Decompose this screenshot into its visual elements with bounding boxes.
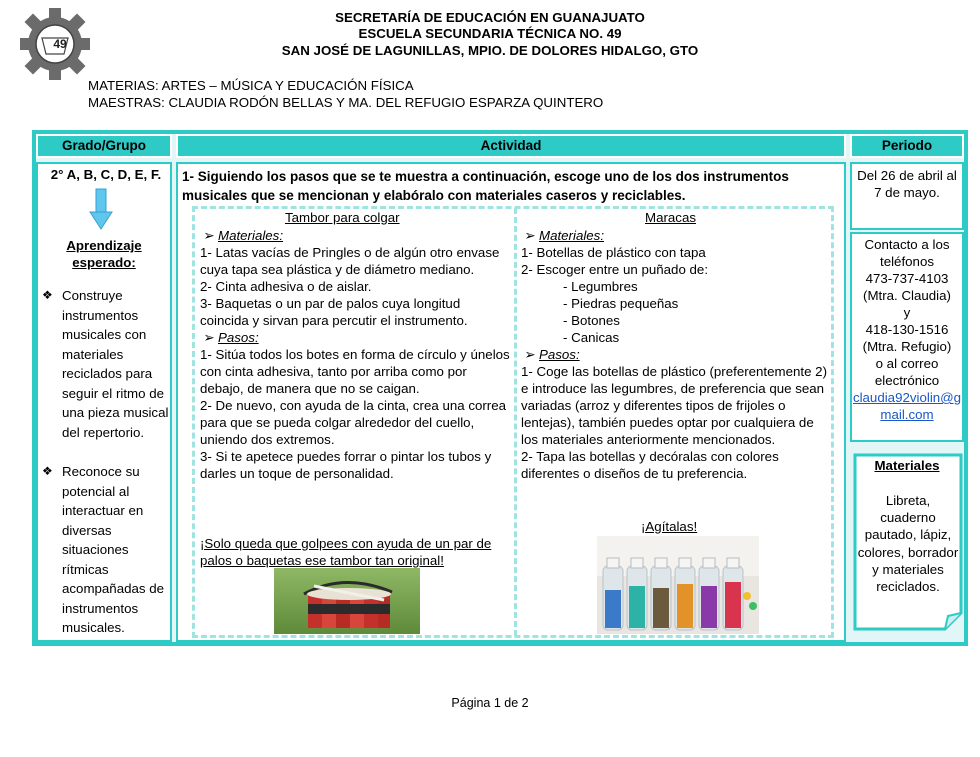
- maracas-opcion: - Legumbres: [563, 279, 638, 294]
- aprendizaje-title: Aprendizaje esperado:: [66, 238, 142, 270]
- maracas-pasos-heading: ➢ Pasos:: [521, 346, 833, 363]
- maracas-materiales-heading: ➢ Materiales:: [521, 227, 833, 244]
- telefono-claudia: 473-737-4103: [865, 271, 949, 286]
- maracas-opcion: - Canicas: [563, 330, 620, 345]
- aprendizaje-bullet: [42, 462, 170, 638]
- correo-intro: o al correo electrónico: [874, 356, 940, 388]
- aprendizaje-bullet: [42, 286, 170, 442]
- down-arrow-icon: [89, 188, 113, 230]
- tambor-material-item: 1- Latas vacías de Pringles o de algún otro envase cuya tapa sea plástica y de diámetro mediano.: [200, 245, 500, 277]
- materiales-text: Libreta, cuaderno pautado, lápiz, colores, borrador y materiales reciclados.: [857, 493, 959, 595]
- materiales-title: Materiales: [874, 458, 940, 473]
- telefono-refugio-name: (Mtra. Refugio): [862, 339, 952, 354]
- telefono-refugio: 418-130-1516: [865, 322, 949, 337]
- maracas-cierre: ¡Agítalas!: [641, 519, 698, 534]
- header-lugar: SAN JOSÉ DE LAGUNILLAS, MPIO. DE DOLORES HIDALGO, GTO: [281, 43, 699, 58]
- arrow-bullet-icon: ➢: [203, 228, 215, 243]
- school-logo-icon: [20, 8, 90, 80]
- tambor-material-item: 2- Cinta adhesiva o de aislar.: [200, 279, 372, 294]
- header-escuela: ESCUELA SECUNDARIA TÉCNICA NO. 49: [358, 26, 622, 41]
- header-actividad: Actividad: [176, 134, 846, 158]
- arrow-bullet-icon: ➢: [524, 347, 536, 362]
- maracas-opcion: - Botones: [563, 313, 620, 328]
- logo-number: 49: [53, 37, 67, 51]
- maracas-material-item: 1- Botellas de plástico con tapa: [521, 245, 706, 260]
- options-divider: [514, 208, 517, 636]
- tambor-title: Tambor para colgar: [285, 210, 400, 225]
- maracas-paso-item: 2- Tapa las botellas y decóralas con colores diferentes o diseños de tu preferencia.: [521, 449, 779, 481]
- header-grado-grupo: Grado/Grupo: [36, 134, 172, 158]
- diamond-bullet-icon: ❖: [42, 288, 53, 302]
- maracas-photo: [597, 536, 759, 634]
- actividad-intro: 1- Siguiendo los pasos que se te muestra a continuación, escoge uno de los dos instrumentos musicales que se mencionan y elabóralo con materiales caseros y reciclables.: [182, 169, 789, 203]
- arrow-bullet-icon: ➢: [203, 330, 215, 345]
- maracas-material-item: 2- Escoger entre un puñado de:: [521, 262, 709, 277]
- maracas-title: Maracas: [645, 210, 696, 225]
- tambor-paso-item: 3- Si te apetece puedes forrar o pintar los tubos y darles un toque de personalidad.: [200, 449, 492, 481]
- header-periodo: Periodo: [850, 134, 964, 158]
- periodo-fechas: Del 26 de abril al 7 de mayo.: [857, 168, 957, 200]
- maracas-opcion: - Piedras pequeñas: [563, 296, 679, 311]
- aprendizaje-bullet-text: Construye instrumentos musicales con materiales reciclados para seguir el ritmo de una pieza musical del repertorio.: [62, 288, 169, 440]
- contacto-info: [852, 236, 962, 423]
- maracas-instructions: [521, 227, 833, 482]
- tambor-paso-item: 1- Sitúa todos los botes en forma de círculo y únelos con cinta adhesiva, tanto por arriba como por debajo, de manera que no se caigan.: [200, 347, 510, 396]
- tambor-cierre: ¡Solo queda que golpees con ayuda de un par de palos o baquetas ese tambor tan original!: [200, 536, 492, 568]
- page-number: Página 1 de 2: [451, 696, 529, 710]
- aprendizaje-bullet-text: Reconoce su potencial al interactuar en diversas situaciones rítmicas acompañadas de instrumentos musicales.: [62, 464, 165, 635]
- contacto-intro: Contacto a los teléfonos: [864, 237, 950, 269]
- tambor-photo: [274, 568, 420, 634]
- header-secretaria: SECRETARÍA DE EDUCACIÓN EN GUANAJUATO: [335, 10, 645, 25]
- tambor-paso-item: 2- De nuevo, con ayuda de la cinta, crea una correa para que se pueda colgar alrededor del cuello, uniendo dos extremos.: [200, 398, 507, 447]
- email-link[interactable]: claudia92violin@gmail.com: [852, 390, 962, 422]
- tambor-material-item: 3- Baquetas o un par de palos cuya longitud coincida y sirvan para percutir el instrumento.: [200, 296, 468, 328]
- arrow-bullet-icon: ➢: [524, 228, 536, 243]
- maracas-paso-item: 1- Coge las botellas de plástico (preferentemente 2) e introduce las legumbres, de preferencia que sean variadas (arroz y diferentes tipos de frijoles o lentejas), también puedes optar por cualquiera de los materiales anteriormente mencionados.: [521, 364, 827, 447]
- contacto-y: y: [903, 305, 911, 320]
- materias-line: MATERIAS: ARTES – MÚSICA Y EDUCACIÓN FÍSICA: [88, 78, 414, 93]
- grupos-text: 2° A, B, C, D, E, F.: [50, 167, 162, 182]
- tambor-instructions: [200, 227, 510, 482]
- tambor-materiales-heading: ➢ Materiales:: [200, 227, 510, 244]
- maestras-line: MAESTRAS: CLAUDIA RODÓN BELLAS Y MA. DEL REFUGIO ESPARZA QUINTERO: [88, 95, 604, 110]
- diamond-bullet-icon: ❖: [42, 464, 53, 478]
- tambor-pasos-heading: ➢ Pasos:: [200, 329, 510, 346]
- telefono-claudia-name: (Mtra. Claudia): [863, 288, 951, 303]
